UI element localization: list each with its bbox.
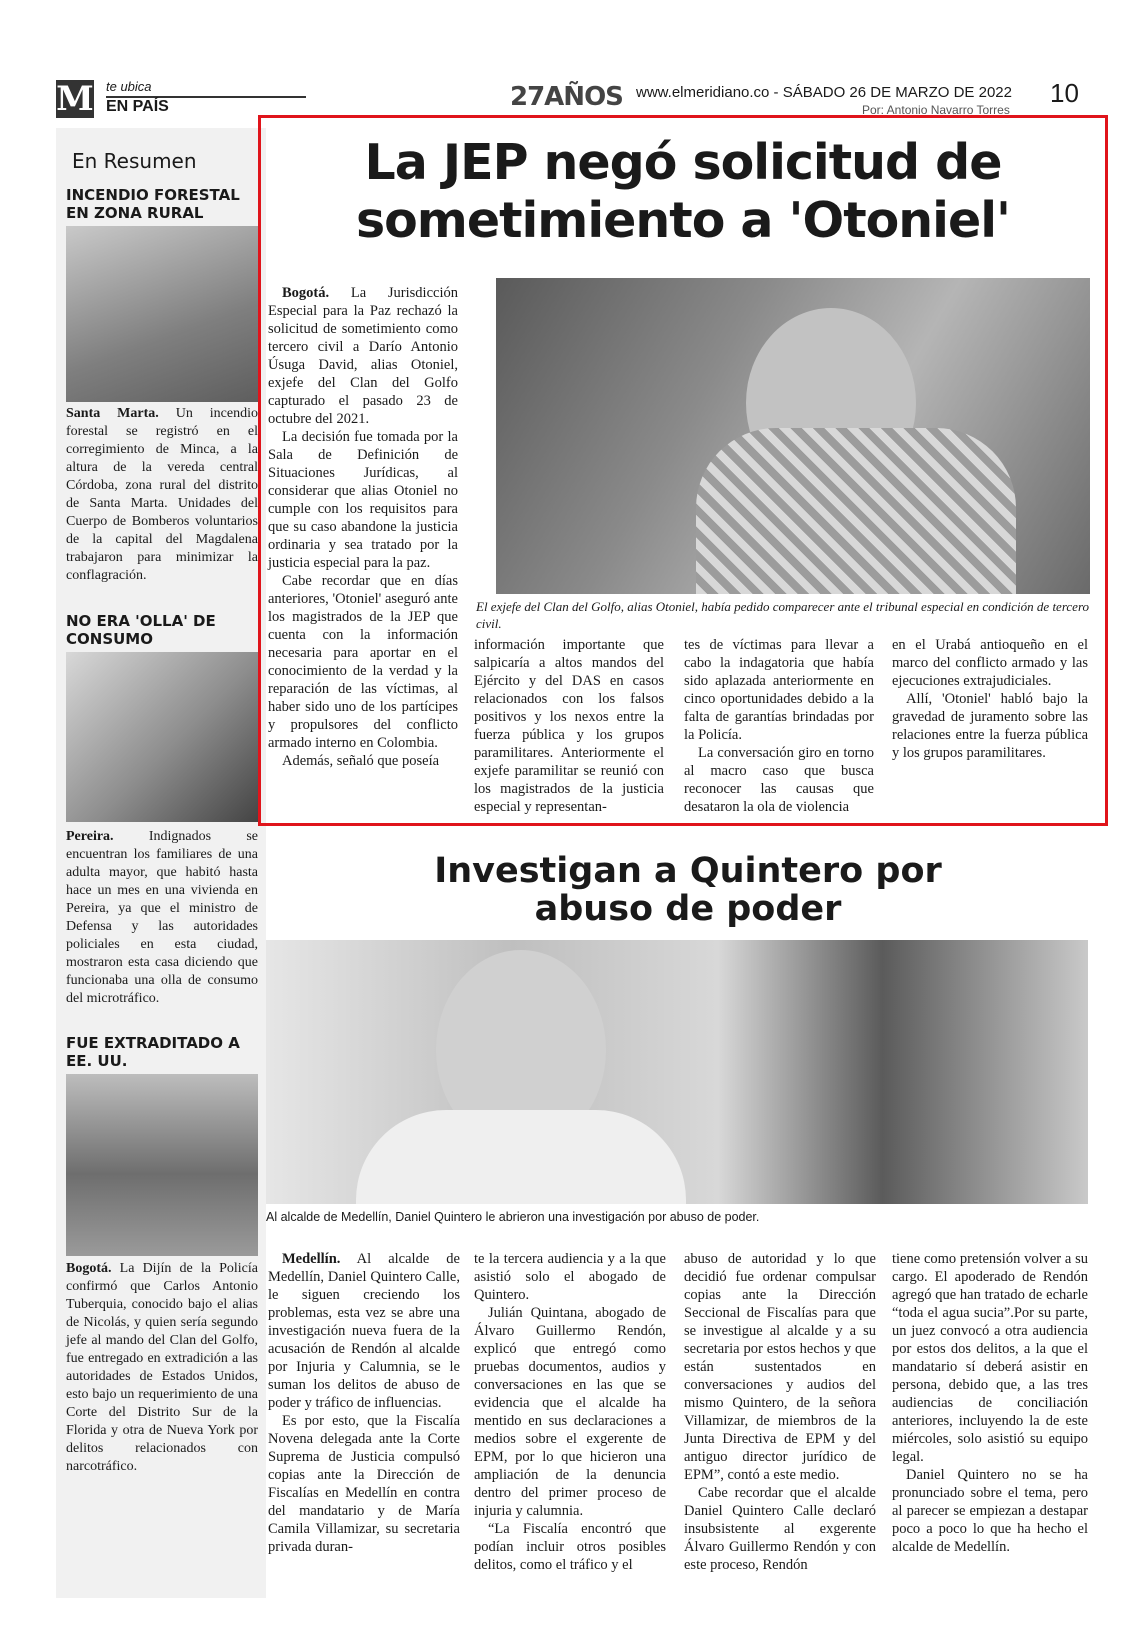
brief-text: [66, 405, 258, 585]
article-column: [684, 1250, 876, 1574]
article-column: [892, 636, 1088, 762]
handcuffs-photo: [66, 1074, 258, 1256]
section-subtitle: te ubica: [106, 79, 152, 94]
byline: Por: Antonio Navarro Torres: [862, 103, 1010, 117]
paragraph: Daniel Quintero no se ha pronunciado sobre el tema, pero al parecer se empiezan a destapar poco a poco lo que ha hecho el alcalde de Medellín.: [892, 1467, 1088, 1555]
anniversary-logo: 27AÑOS: [510, 82, 623, 112]
headline-line: abuso de poder: [534, 889, 842, 929]
page-number: 10: [1050, 78, 1079, 108]
photo-caption: Al alcalde de Medellín, Daniel Quintero le abrieron una investigación por abuso de poder.: [266, 1210, 760, 1224]
quintero-photo: [266, 940, 1088, 1204]
paragraph: La decisión fue tomada por la Sala de Definición de Situaciones Jurídicas, al considerar que alias Otoniel no cumple con los requisitos para que su caso abandone la justicia ordinaria y sea tratado por la justicia especial para la paz.: [268, 429, 458, 571]
brief-body: Indignados se encuentran los familiares de una adulta mayor, que habitó hasta hace un mes en una vivienda en Pereira, ya que el ministro de Defensa y las autoridades policiales en esta ciudad, mostraron esta casa diciendo que funcionaba una olla de consumo del microtráfico.: [66, 829, 258, 1006]
article-column: [268, 284, 458, 770]
paragraph: Además, señaló que poseía: [282, 753, 440, 769]
sidebar-title: En Resumen: [72, 149, 197, 173]
paragraph: Julián Quintana, abogado de Álvaro Guillermo Rendón, explicó que entregó como pruebas documentos, audios y conversaciones en las que se evidencia que el alcalde ha mentido en sus declaraciones a medios sobre el exgerente de EPM, por lo que hicieron una ampliación de la denuncia dentro del primer proceso de injuria y calumnia.: [474, 1305, 666, 1519]
article-column: [268, 1250, 460, 1556]
paragraph: Cabe recordar que en días anteriores, 'Otoniel' aseguró ante los magistrados de la JEP que cuenta con la información necesaria para aportar en el conocimiento de la verdad y la reparación de las víctimas, al haber sido uno de los partícipes y propulsores del conflicto armado interno en Colombia.: [268, 573, 458, 751]
brief-text: [66, 828, 258, 1008]
article-dateline: Bogotá.: [282, 285, 330, 301]
paragraph: tes de víctimas para llevar a cabo la indagatoria que había sido aplazada anteriormente en cinco oportunidades debido a la falta de garantías brindadas por la Policía.: [684, 637, 874, 743]
paragraph: te la tercera audiencia y a la que asistió solo el abogado de Quintero.: [474, 1251, 666, 1303]
brief-dateline: Santa Marta.: [66, 406, 159, 421]
paragraph: Cabe recordar que el alcalde Daniel Quintero Calle declaró insubsistente al exgerente Álvaro Guillermo Rendón y con este proceso, Rendón: [684, 1485, 876, 1573]
forest-fire-photo: [66, 226, 258, 402]
section-name: EN PAÍS: [106, 98, 169, 115]
brief-heading: INCENDIO FORESTAL EN ZONA RURAL: [66, 186, 240, 222]
paragraph: Al alcalde de Medellín, Daniel Quintero Calle, le siguen creciendo los problemas, esta vez se abre una investigación nueva fuera de la acusación de Rendón al alcalde por Injuria y Calumnia, se le suman los delitos de abuso de poder y tráfico de influencias.: [268, 1251, 460, 1411]
article-headline: [268, 852, 1108, 928]
paragraph: tiene como pretensión volver a su cargo. El apoderado de Rendón agregó que han tratado de echarle “toda el agua sucia”.Por su parte, un juez convocó a otra audiencia por estos dos delitos, a la que el mandatario sí deberá asistir en persona, debido que, a las tres audiencias de conciliación anteriores, incluyendo la de este miércoles, solo asistió su equipo legal.: [892, 1251, 1088, 1465]
paragraph: abuso de autoridad y lo que decidió fue ordenar compulsar copias ante la Dirección Seccional de Fiscalías para que se investigue al alcalde y a su secretaria por estos hechos y que están sustentados en conversaciones y audios del mismo Quintero, de la señora Villamizar, de miembros de la Junta Directiva de EPM y del antiguo director jurídico de EPM”, contó a este medio.: [684, 1251, 876, 1483]
paragraph: “La Fiscalía encontró que podían incluir otros posibles delitos, como el tráfico y el: [474, 1521, 666, 1573]
brief-dateline: Pereira.: [66, 829, 114, 844]
brief-body: La Dijín de la Policía confirmó que Carlos Antonio Tuberquia, conocido bajo el alias de Nicolás, y quien sería segundo jefe al mando del Clan del Golfo, fue entregado en extradición a las autoridades de Estados Unidos, esto bajo un requerimiento de una Corte del Distrito Sur de la Florida y otra de Nueva York por delitos relacionados con narcotráfico.: [66, 1261, 259, 1474]
article-column: [892, 1250, 1088, 1556]
person-shirt: [696, 428, 1016, 594]
paragraph: La Jurisdicción Especial para la Paz rechazó la solicitud de sometimiento como tercero civil a Darío Antonio Úsuga David, alias Otoniel, exjefe del Clan del Golfo capturado el pasado 23 de octubre del 2021.: [268, 285, 458, 427]
paragraph: Es por esto, que la Fiscalía Novena delegada ante la Corte Suprema de Justicia compulsó copias ante la Dirección de Fiscalías en Medellín en contra del mandatario y de María Camila Villamizar, su secretaria privada duran-: [268, 1413, 460, 1555]
drug-bag-photo: [66, 652, 258, 822]
article-column: [684, 636, 874, 816]
otoniel-photo: [496, 278, 1090, 594]
brief-heading: FUE EXTRADITADO A EE. UU.: [66, 1034, 240, 1070]
paragraph: información importante que salpicaría a altos mandos del Ejército y del DAS en casos relacionados con los falsos positivos y los nexos entre la fuerza pública y los grupos paramilitares. Anteriormente el exjefe paramilitar se reunió con los magistrados de la justicia especial y representan-: [474, 637, 664, 815]
brief-text: [66, 1260, 258, 1476]
person-shirt: [356, 1110, 686, 1204]
brief-heading: NO ERA 'OLLA' DE CONSUMO: [66, 612, 216, 648]
headline-line: Investigan a Quintero por: [434, 851, 942, 891]
newspaper-logo: M: [56, 79, 94, 119]
paragraph: Allí, 'Otoniel' habló bajo la gravedad de juramento sobre las relaciones entre la fuerza pública y los grupos paramilitares.: [892, 691, 1088, 761]
brief-dateline: Bogotá.: [66, 1261, 112, 1276]
article-dateline: Medellín.: [282, 1251, 341, 1267]
photo-caption: El exjefe del Clan del Golfo, alias Otoniel, había pedido comparecer ante el tribunal especial en condición de tercero civil.: [476, 599, 1090, 631]
paragraph: en el Urabá antioqueño en el marco del conflicto armado y las ejecuciones extrajudiciales.: [892, 637, 1088, 689]
article-column: [474, 1250, 666, 1574]
page-dateline: www.elmeridiano.co - SÁBADO 26 DE MARZO DE 2022: [636, 84, 1012, 101]
paragraph: La conversación giro en torno al macro caso que busca reconocer las causas que desataron la ola de violencia: [684, 745, 874, 815]
article-column: [474, 636, 664, 816]
article-headline: La JEP negó solicitud de sometimiento a 'Otoniel': [355, 134, 1011, 249]
brief-body: Un incendio forestal se registró en el corregimiento de Minca, a la altura de la vereda central Córdoba, zona rural del distrito de Santa Marta. Unidades del Cuerpo de Bomberos voluntarios de la capital del Magdalena trabajaron para minimizar la conflagración.: [66, 406, 258, 583]
